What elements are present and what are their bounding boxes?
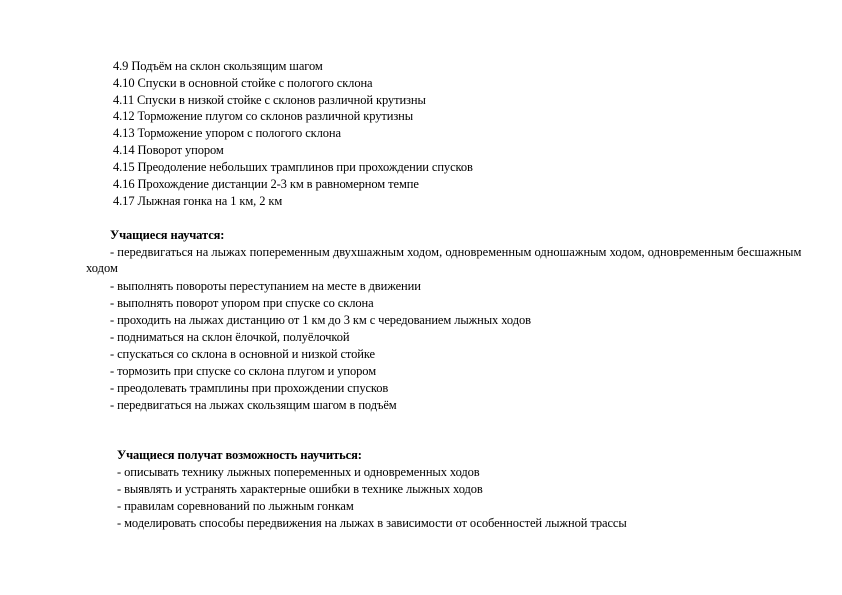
topic-item: 4.17 Лыжная гонка на 1 км, 2 км (113, 194, 283, 208)
will-learn-item: - подниматься на склон ёлочкой, полуёлочкой (110, 330, 350, 344)
opportunity-item: - правилам соревнований по лыжным гонкам (117, 499, 354, 513)
will-learn-item: - преодолевать трамплины при прохождении спусков (110, 381, 389, 395)
topic-item: 4.9 Подъём на склон скользящим шагом (113, 59, 323, 73)
will-learn-item: - передвигаться на лыжах попеременным двухшажным ходом, одновременным одношажным ходом, одновременным бесшажным ходом (86, 245, 802, 275)
topic-item: 4.16 Прохождение дистанции 2-3 км в равномерном темпе (113, 177, 419, 191)
opportunity-item: - выявлять и устранять характерные ошибки в технике лыжных ходов (117, 482, 483, 496)
will-learn-item: - передвигаться на лыжах скользящим шагом в подъём (110, 398, 397, 412)
will-learn-heading: Учащиеся научатся: (110, 228, 225, 242)
opportunity-heading: Учащиеся получат возможность научиться: (117, 448, 362, 462)
topic-item: 4.10 Спуски в основной стойке с пологого склона (113, 76, 373, 90)
will-learn-item: - выполнять поворот упором при спуске со склона (110, 296, 374, 310)
topic-item: 4.11 Спуски в низкой стойке с склонов различной крутизны (113, 93, 426, 107)
will-learn-item: - спускаться со склона в основной и низкой стойке (110, 347, 375, 361)
topic-item: 4.13 Торможение упором с пологого склона (113, 126, 341, 140)
opportunity-item: - описывать технику лыжных попеременных и одновременных ходов (117, 465, 480, 479)
topic-item: 4.15 Преодоление небольших трамплинов при прохождении спусков (113, 160, 473, 174)
will-learn-item: - тормозить при спуске со склона плугом и упором (110, 364, 377, 378)
opportunity-item: - моделировать способы передвижения на лыжах в зависимости от особенностей лыжной трассы (117, 516, 627, 530)
topic-item: 4.14 Поворот упором (113, 143, 224, 157)
topic-item: 4.12 Торможение плугом со склонов различной крутизны (113, 109, 414, 123)
will-learn-item: - выполнять повороты переступанием на месте в движении (110, 279, 421, 293)
will-learn-item: - проходить на лыжах дистанцию от 1 км до 3 км с чередованием лыжных ходов (110, 313, 531, 327)
